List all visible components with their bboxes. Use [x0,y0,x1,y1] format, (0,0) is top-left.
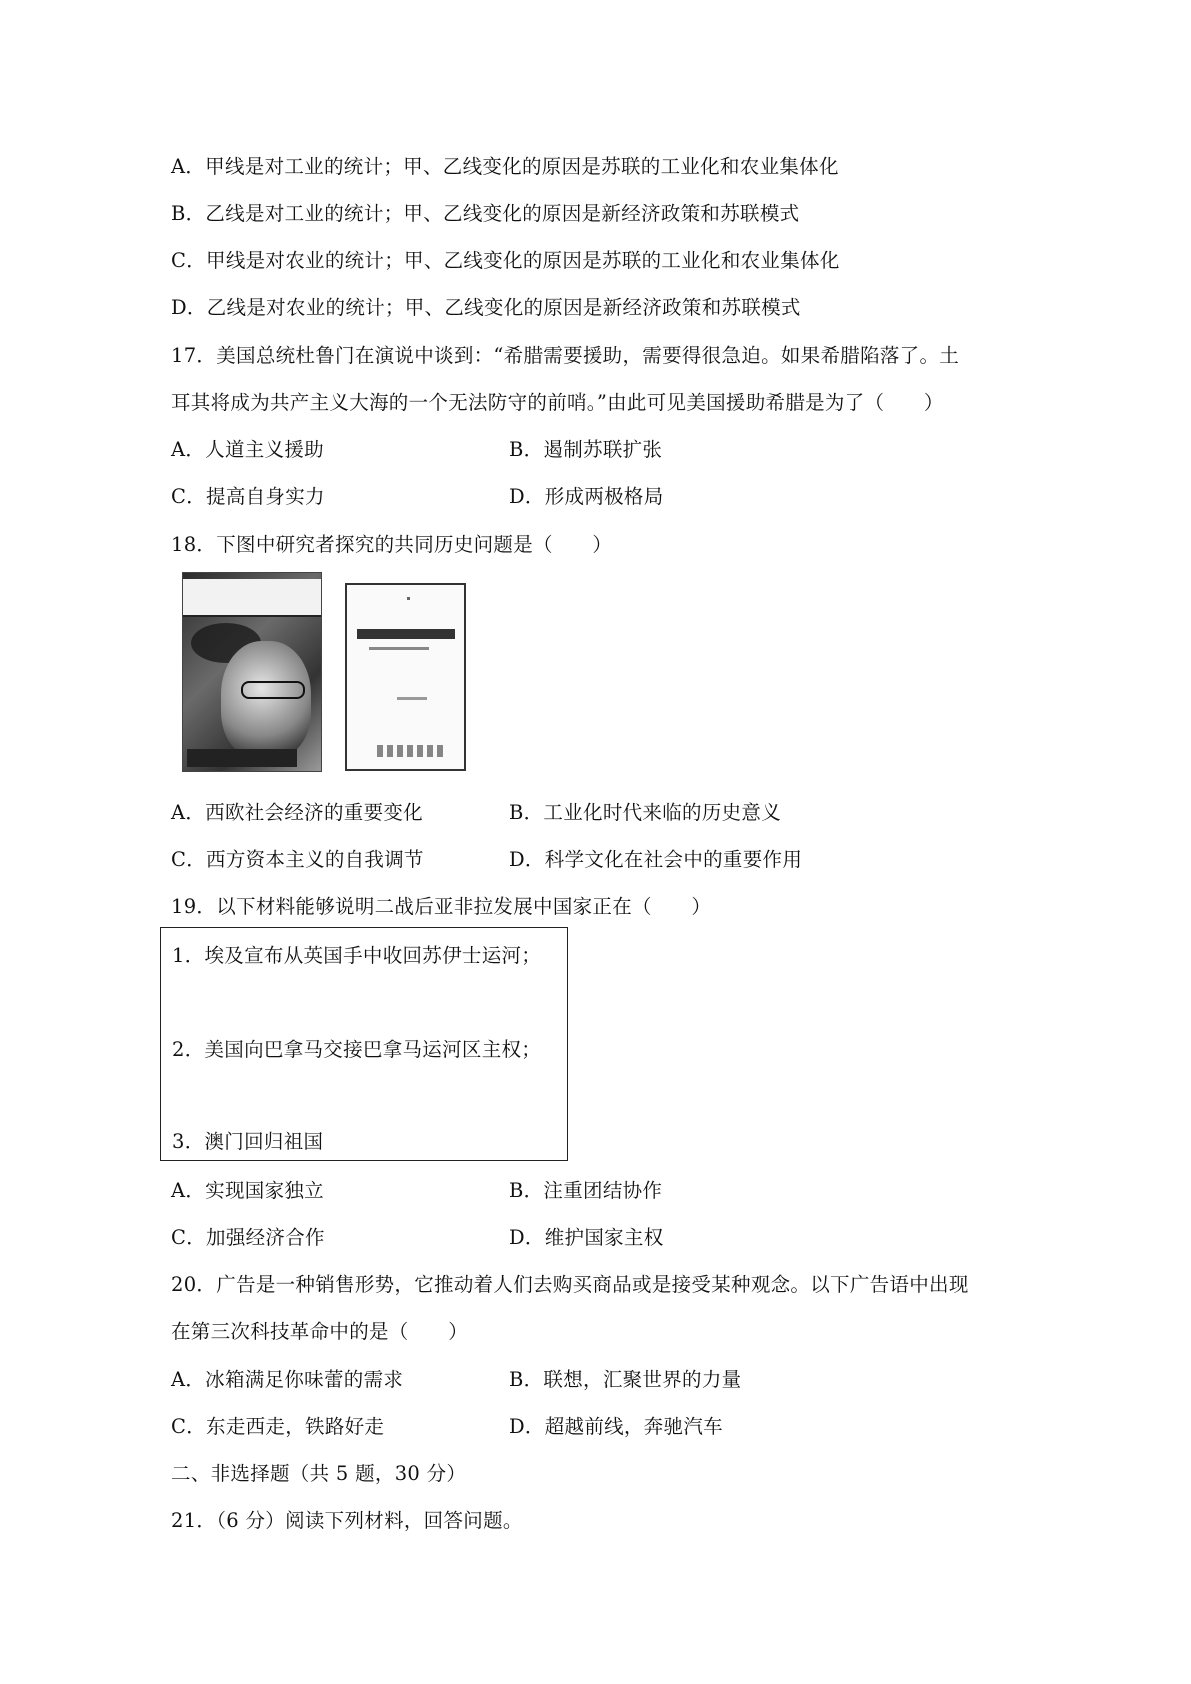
q16-option-c: C．甲线是对农业的统计；甲、乙线变化的原因是苏联的工业化和农业集体化 [171,249,840,272]
q19-material-item: 1．埃及宣布从英国手中收回苏伊士运河； [172,944,542,967]
q18-option-a: A．西欧社会经济的重要变化 [171,801,423,824]
q16-option-d: D．乙线是对农业的统计；甲、乙线变化的原因是新经济政策和苏联模式 [171,296,801,319]
q19-option-b: B．注重团结协作 [509,1179,663,1202]
q19-option-c: C．加强经济合作 [171,1226,325,1249]
q17-option-a: A．人道主义援助 [171,438,324,461]
q19-material-item: 2．美国向巴拿马交接巴拿马运河区主权； [172,1038,542,1061]
q19-option-d: D．维护国家主权 [509,1226,664,1249]
q20-stem-line2: 在第三次科技革命中的是（ ） [171,1320,469,1343]
q17-option-b: B．遏制苏联扩张 [509,438,663,461]
q18-option-c: C．西方资本主义的自我调节 [171,848,424,871]
q18-option-b: B．工业化时代来临的历史意义 [509,801,782,824]
q19-stem: 19．以下材料能够说明二战后亚非拉发展中国家正在（ ） [171,895,712,918]
q17-stem-line2: 耳其将成为共产主义大海的一个无法防守的前哨。”由此可见美国援助希腊是为了（ ） [171,391,944,414]
q20-option-b: B．联想，汇聚世界的力量 [509,1368,742,1391]
q18-stem: 18．下图中研究者探究的共同历史问题是（ ） [171,533,613,556]
q19-material-item: 3．澳门回归祖国 [172,1130,324,1153]
q19-option-a: A．实现国家独立 [171,1179,324,1202]
q20-stem-line1: 20．广告是一种销售形势，它推动着人们去购买商品或是接受某种观念。以下广告语中出现 [171,1273,969,1296]
q16-option-a: A．甲线是对工业的统计；甲、乙线变化的原因是苏联的工业化和农业集体化 [171,155,839,178]
q17-option-c: C．提高自身实力 [171,485,325,508]
q16-option-b: B．乙线是对工业的统计；甲、乙线变化的原因是新经济政策和苏联模式 [171,202,800,225]
q20-option-a: A．冰箱满足你味蕾的需求 [171,1368,404,1391]
q18-option-d: D．科学文化在社会中的重要作用 [509,848,803,871]
q17-option-d: D．形成两极格局 [509,485,664,508]
book-cover-image-1 [182,572,322,772]
q20-option-d: D．超越前线，奔驰汽车 [509,1415,723,1438]
book-cover-image-2 [345,583,466,771]
section-heading: 二、非选择题（共 5 题，30 分） [171,1462,467,1485]
q20-option-c: C．东走西走，铁路好走 [171,1415,385,1438]
q21-stem: 21．（6 分）阅读下列材料，回答问题。 [171,1509,523,1532]
q17-stem-line1: 17．美国总统杜鲁门在演说中谈到：“希腊需要援助，需要得很急迫。如果希腊陷落了。土 [171,344,960,367]
q19-material-box [160,927,568,1161]
